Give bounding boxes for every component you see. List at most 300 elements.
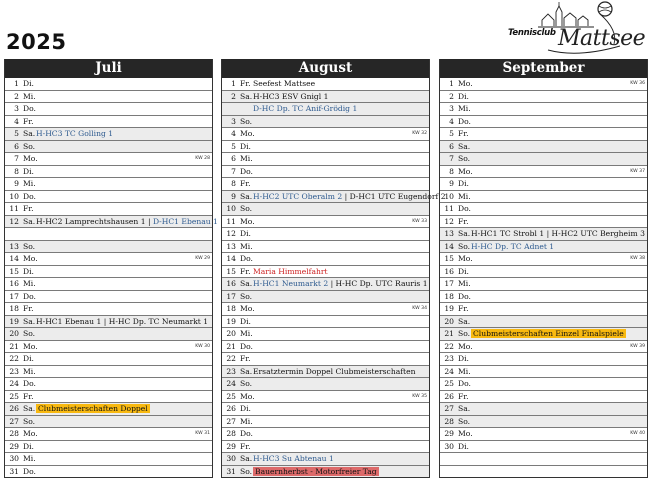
weekday-label: Fr. xyxy=(240,266,251,276)
day-number: 13 xyxy=(444,229,454,238)
day-row xyxy=(222,228,429,241)
day-number: 22 xyxy=(226,354,236,363)
day-number: 9 xyxy=(231,191,236,201)
weekday-label: Di. xyxy=(23,166,34,176)
day-number: 17 xyxy=(444,279,454,288)
weekday-label: Mo. xyxy=(240,129,255,138)
day-number: 2 xyxy=(449,91,454,101)
weekday-label: Do. xyxy=(458,379,471,388)
day-number: 30 xyxy=(9,454,19,463)
weekday-label: Do. xyxy=(240,341,253,351)
weekday-label: So. xyxy=(240,379,253,388)
day-number: 5 xyxy=(14,129,19,138)
day-row xyxy=(5,91,212,104)
weekday-label: Do. xyxy=(458,291,471,301)
week-number-label: KW 31 xyxy=(195,431,210,436)
weekday-label: Fr. xyxy=(23,116,34,126)
event-separator: | xyxy=(328,279,336,288)
day-number: 14 xyxy=(444,241,454,251)
weekday-label: Sa. xyxy=(240,454,253,463)
event-text: H-HC2 UTC Oberalm 2 xyxy=(253,191,343,201)
day-row xyxy=(5,116,212,129)
day-row xyxy=(222,441,429,454)
event-text: H-HC3 ESV Gnigl 1 xyxy=(253,91,329,101)
day-row xyxy=(5,391,212,404)
day-row xyxy=(5,316,212,329)
weekday-label: Fr. xyxy=(23,204,34,213)
weekday-label: So. xyxy=(458,154,471,163)
weekday-label: Di. xyxy=(458,179,469,188)
day-row xyxy=(5,253,212,266)
day-number: 19 xyxy=(9,316,19,326)
event-text: Clubmeisterschaften Einzel Finalspiele xyxy=(473,329,624,338)
day-number: 12 xyxy=(9,216,19,226)
day-row xyxy=(222,428,429,441)
day-number: 20 xyxy=(226,329,236,338)
day-row xyxy=(440,266,647,279)
day-number: 5 xyxy=(231,141,236,151)
day-row xyxy=(222,416,429,429)
day-number: 20 xyxy=(444,316,454,326)
day-number: 7 xyxy=(231,166,236,176)
day-row xyxy=(5,441,212,454)
day-row xyxy=(222,453,429,466)
event-text: Seefest Mattsee xyxy=(253,79,316,88)
day-number: 11 xyxy=(444,204,454,213)
event-text: H-HC3 Su Abtenau 1 xyxy=(253,454,334,463)
day-number: 9 xyxy=(449,179,454,188)
day-row xyxy=(222,141,429,154)
week-number-label: KW 38 xyxy=(630,256,645,261)
day-row xyxy=(5,203,212,216)
day-number: 27 xyxy=(226,416,236,426)
weekday-label: Fr. xyxy=(240,354,251,363)
day-row xyxy=(222,291,429,304)
day-number: 25 xyxy=(9,391,19,401)
day-number: 27 xyxy=(444,404,454,413)
event-text: D-HC Dp. TC Anif-Grödig 1 xyxy=(253,104,358,113)
weekday-label: Di. xyxy=(458,441,469,451)
day-row xyxy=(5,353,212,366)
weekday-label: Di. xyxy=(458,354,469,363)
day-row xyxy=(222,391,429,404)
day-row xyxy=(440,453,647,466)
weekday-label: Mo. xyxy=(240,304,255,313)
weekday-label: Di. xyxy=(458,266,469,276)
day-row xyxy=(5,178,212,191)
day-number: 4 xyxy=(231,129,236,138)
day-row xyxy=(222,341,429,354)
day-row xyxy=(440,203,647,216)
week-number-label: KW 33 xyxy=(412,218,427,224)
weekday-label: So. xyxy=(23,329,36,338)
weekday-label: Di. xyxy=(240,404,251,413)
day-number: 24 xyxy=(9,379,19,388)
day-row xyxy=(222,378,429,391)
event-group xyxy=(253,78,427,90)
weekday-label: Mo. xyxy=(458,79,473,88)
day-row xyxy=(5,466,212,478)
weekday-label: Mi. xyxy=(240,241,253,251)
day-number: 10 xyxy=(444,191,454,201)
day-number: 18 xyxy=(226,304,236,313)
day-row xyxy=(440,303,647,316)
weekday-label: Fr. xyxy=(240,179,251,188)
day-row xyxy=(5,216,218,229)
day-row xyxy=(222,153,429,166)
day-row xyxy=(5,191,212,204)
weekday-label: Di. xyxy=(240,229,251,238)
day-row xyxy=(5,128,212,141)
day-row xyxy=(440,278,647,291)
day-row xyxy=(440,216,647,229)
weekday-label: Mo. xyxy=(23,154,38,163)
event-group xyxy=(253,466,427,478)
weekday-label: Mo. xyxy=(23,341,38,351)
day-number: 1 xyxy=(449,79,454,88)
weekday-label: Di. xyxy=(240,141,251,151)
weekday-label: Do. xyxy=(240,429,253,438)
day-row xyxy=(5,241,212,254)
day-number: 28 xyxy=(9,429,19,438)
day-number: 29 xyxy=(9,441,19,451)
day-number: 24 xyxy=(444,366,454,376)
weekday-label: Mi. xyxy=(458,279,471,288)
weekday-label: So. xyxy=(240,204,253,213)
weekday-label: Mi. xyxy=(23,279,36,288)
weekday-label: Sa. xyxy=(240,279,253,288)
day-number: 17 xyxy=(226,291,236,301)
day-number: 13 xyxy=(226,241,236,251)
day-row xyxy=(440,353,647,366)
day-row xyxy=(222,91,429,104)
day-number: 15 xyxy=(9,266,19,276)
weekday-label: Do. xyxy=(458,204,471,213)
day-row xyxy=(5,453,212,466)
week-number-label: KW 32 xyxy=(412,131,427,136)
day-row xyxy=(222,166,429,179)
day-row xyxy=(5,153,212,166)
week-number-label: KW 37 xyxy=(630,168,645,174)
event-text: Bauernherbst - Motorfreier Tag xyxy=(255,466,377,476)
weekday-label: Mo. xyxy=(240,216,255,226)
day-number: 3 xyxy=(14,104,19,113)
day-number: 30 xyxy=(444,441,454,451)
weekday-label: Do. xyxy=(23,104,36,113)
week-number-label: KW 40 xyxy=(630,431,645,436)
event-text: H-HC3 TC Golling 1 xyxy=(36,129,114,138)
day-row xyxy=(440,441,647,454)
weekday-label: So. xyxy=(23,241,36,251)
day-row xyxy=(5,366,212,379)
month-column-august xyxy=(221,59,446,478)
day-row xyxy=(222,303,429,316)
day-row xyxy=(222,78,429,91)
day-row xyxy=(222,366,429,379)
day-row xyxy=(440,128,647,141)
day-number: 28 xyxy=(444,416,454,426)
day-number: 7 xyxy=(449,154,454,163)
day-row xyxy=(440,341,647,354)
event-separator: | xyxy=(145,216,153,226)
weekday-label: Mo. xyxy=(23,429,38,438)
day-number: 18 xyxy=(444,291,454,301)
event-text: H-HC2 Lamprechtshausen 1 xyxy=(36,216,146,226)
weekday-label: Mi. xyxy=(23,454,36,463)
day-number: 2 xyxy=(14,91,19,101)
weekday-label: Mi. xyxy=(458,366,471,376)
day-number: 4 xyxy=(449,116,454,126)
weekday-label: Di. xyxy=(458,91,469,101)
day-number: 6 xyxy=(14,141,19,151)
day-row xyxy=(440,428,647,441)
day-row xyxy=(440,291,647,304)
weekday-label: Mi. xyxy=(240,416,253,426)
day-number: 16 xyxy=(226,279,236,288)
event-group xyxy=(36,316,210,328)
weekday-label: Fr. xyxy=(458,391,469,401)
day-number: 16 xyxy=(444,266,454,276)
event-text: H-HC1 Neumarkt 2 xyxy=(253,279,329,288)
event-group xyxy=(36,403,210,415)
day-number: 17 xyxy=(9,291,19,301)
day-row xyxy=(5,78,212,91)
week-number-label: KW 39 xyxy=(630,343,645,349)
day-number: 25 xyxy=(444,379,454,388)
weekday-label: Mo. xyxy=(458,341,473,351)
club-logo xyxy=(508,0,646,58)
day-number: 18 xyxy=(9,304,19,313)
day-row xyxy=(5,103,212,116)
weekday-label: Sa. xyxy=(23,216,36,226)
day-row xyxy=(440,403,647,416)
weekday-label: Di. xyxy=(23,441,34,451)
day-number: 29 xyxy=(444,429,454,438)
day-row xyxy=(440,166,647,179)
day-row xyxy=(440,103,647,116)
day-number: 10 xyxy=(226,204,236,213)
month-header: Juli xyxy=(5,59,212,78)
day-number: 27 xyxy=(9,416,19,426)
day-number: 22 xyxy=(444,341,454,351)
day-row xyxy=(440,316,647,329)
weekday-label: Sa. xyxy=(240,366,253,376)
event-group xyxy=(253,266,427,278)
event-group xyxy=(471,328,645,340)
day-row xyxy=(222,216,429,229)
day-number: 21 xyxy=(444,329,454,338)
weekday-label: Mi. xyxy=(458,104,471,113)
weekday-label: Mo. xyxy=(458,429,473,438)
day-number: 12 xyxy=(444,216,454,226)
day-row xyxy=(222,403,429,416)
weekday-label: So. xyxy=(23,141,36,151)
weekday-label: Fr. xyxy=(240,79,251,88)
weekday-label: Do. xyxy=(458,116,471,126)
day-number: 3 xyxy=(231,116,236,126)
day-row xyxy=(5,341,212,354)
day-row xyxy=(5,266,212,279)
weekday-label: So. xyxy=(23,416,36,426)
event-group xyxy=(471,241,645,253)
month-column-juli xyxy=(4,59,218,478)
event-separator: | xyxy=(544,229,552,238)
weekday-label: Fr. xyxy=(23,391,34,401)
day-row xyxy=(222,266,429,279)
week-number-label: KW 30 xyxy=(195,343,210,349)
day-row xyxy=(440,116,647,129)
day-number: 6 xyxy=(231,154,236,163)
day-row xyxy=(222,191,446,204)
day-row xyxy=(5,378,212,391)
weekday-label: Do. xyxy=(23,466,36,476)
day-row xyxy=(222,328,429,341)
weekday-label: Do. xyxy=(240,254,253,263)
event-text: Maria Himmelfahrt xyxy=(253,266,328,276)
day-number: 23 xyxy=(9,366,19,376)
day-number: 1 xyxy=(14,79,19,88)
event-separator: | xyxy=(101,316,109,326)
weekday-label: Do. xyxy=(23,291,36,301)
weekday-label: Mi. xyxy=(240,329,253,338)
weekday-label: Di. xyxy=(23,79,34,88)
day-number: 4 xyxy=(14,116,19,126)
event-text: H-HC Dp. TC Neumarkt 1 xyxy=(108,316,209,326)
event-text: H-HC1 TC Strobl 1 xyxy=(471,229,545,238)
day-row xyxy=(5,328,212,341)
year-title: 2025 xyxy=(6,30,67,54)
day-row xyxy=(5,228,212,241)
weekday-label: Mi. xyxy=(23,366,36,376)
day-row xyxy=(440,141,647,154)
weekday-label: Fr. xyxy=(458,216,469,226)
event-group xyxy=(471,228,645,240)
day-row xyxy=(5,428,212,441)
day-row xyxy=(440,191,647,204)
day-number: 10 xyxy=(9,191,19,201)
day-number: 29 xyxy=(226,441,236,451)
logo-text-tennisclub: Tennisclub xyxy=(508,28,556,38)
day-number: 12 xyxy=(226,229,236,238)
weekday-label: Mo. xyxy=(240,391,255,401)
day-number: 1 xyxy=(231,79,236,88)
day-number: 15 xyxy=(226,266,236,276)
day-row xyxy=(222,116,429,129)
weekday-label: Do. xyxy=(240,166,253,176)
weekday-label: Sa. xyxy=(240,91,253,101)
day-number: 16 xyxy=(9,279,19,288)
weekday-label: Fr. xyxy=(458,304,469,313)
day-number: 23 xyxy=(226,366,236,376)
day-number: 2 xyxy=(231,91,236,101)
day-number: 8 xyxy=(231,179,236,188)
weekday-label: Do. xyxy=(23,191,36,201)
day-row xyxy=(5,291,212,304)
day-number: 14 xyxy=(9,254,19,263)
day-row xyxy=(440,391,647,404)
week-number-label: KW 28 xyxy=(195,156,210,161)
event-text: H-HC Dp. UTC Rauris 1 xyxy=(335,279,428,288)
day-row xyxy=(440,241,647,254)
day-row xyxy=(440,78,647,91)
day-row xyxy=(5,416,212,429)
event-text: Ersatztermin Doppel Clubmeisterschaften xyxy=(253,366,416,376)
day-row xyxy=(440,378,647,391)
weekday-label: So. xyxy=(240,116,253,126)
day-number: 9 xyxy=(14,179,19,188)
day-row xyxy=(222,316,429,329)
day-row xyxy=(440,178,647,191)
day-number: 11 xyxy=(226,216,236,226)
day-row xyxy=(222,466,429,478)
event-group xyxy=(253,278,427,290)
event-text: H-HC2 UTC Bergheim 3 xyxy=(551,229,645,238)
day-number: 26 xyxy=(226,404,236,413)
event-group xyxy=(253,453,427,465)
weekday-label: Sa. xyxy=(23,316,36,326)
weekday-label: Di. xyxy=(240,316,251,326)
day-row xyxy=(440,153,647,166)
weekday-label: Sa. xyxy=(240,191,253,201)
day-row xyxy=(222,178,429,191)
week-number-label: KW 36 xyxy=(630,81,645,86)
weekday-label: Mo. xyxy=(458,254,473,263)
weekday-label: So. xyxy=(458,416,471,426)
day-number: 22 xyxy=(9,354,19,363)
day-number: 25 xyxy=(226,391,236,401)
month-header: August xyxy=(222,59,429,78)
day-number: 31 xyxy=(9,466,19,476)
day-row xyxy=(440,416,647,429)
weekday-label: Sa. xyxy=(458,141,471,151)
weekday-label: Mo. xyxy=(23,254,38,263)
event-text: H-HC Dp. TC Adnet 1 xyxy=(471,241,555,251)
day-row xyxy=(5,403,212,416)
day-row xyxy=(222,203,429,216)
day-row xyxy=(440,228,647,241)
event-separator: | xyxy=(342,191,350,201)
weekday-label: Sa. xyxy=(23,404,36,413)
weekday-label: Sa. xyxy=(458,316,471,326)
day-number: 6 xyxy=(449,141,454,151)
day-number: 15 xyxy=(444,254,454,263)
weekday-label: So. xyxy=(240,291,253,301)
month-header: September xyxy=(440,59,647,78)
day-row xyxy=(222,128,429,141)
day-row xyxy=(5,166,212,179)
day-number: 3 xyxy=(449,104,454,113)
day-number: 5 xyxy=(449,129,454,138)
day-number: 21 xyxy=(226,341,236,351)
day-number: 7 xyxy=(14,154,19,163)
day-number: 26 xyxy=(444,391,454,401)
weekday-label: Sa. xyxy=(23,129,36,138)
day-number: 23 xyxy=(444,354,454,363)
day-row xyxy=(440,253,647,266)
event-text: D-HC1 UTC Eugendorf 2 xyxy=(349,191,446,201)
day-number: 19 xyxy=(444,304,454,313)
day-row xyxy=(440,366,647,379)
day-row xyxy=(222,253,429,266)
weekday-label: Di. xyxy=(23,266,34,276)
weekday-label: Mi. xyxy=(458,191,471,201)
day-number: 28 xyxy=(226,429,236,438)
weekday-label: So. xyxy=(240,466,253,476)
event-group xyxy=(253,91,427,103)
day-row xyxy=(5,278,212,291)
weekday-label: Mi. xyxy=(23,179,36,188)
day-row xyxy=(440,91,647,104)
